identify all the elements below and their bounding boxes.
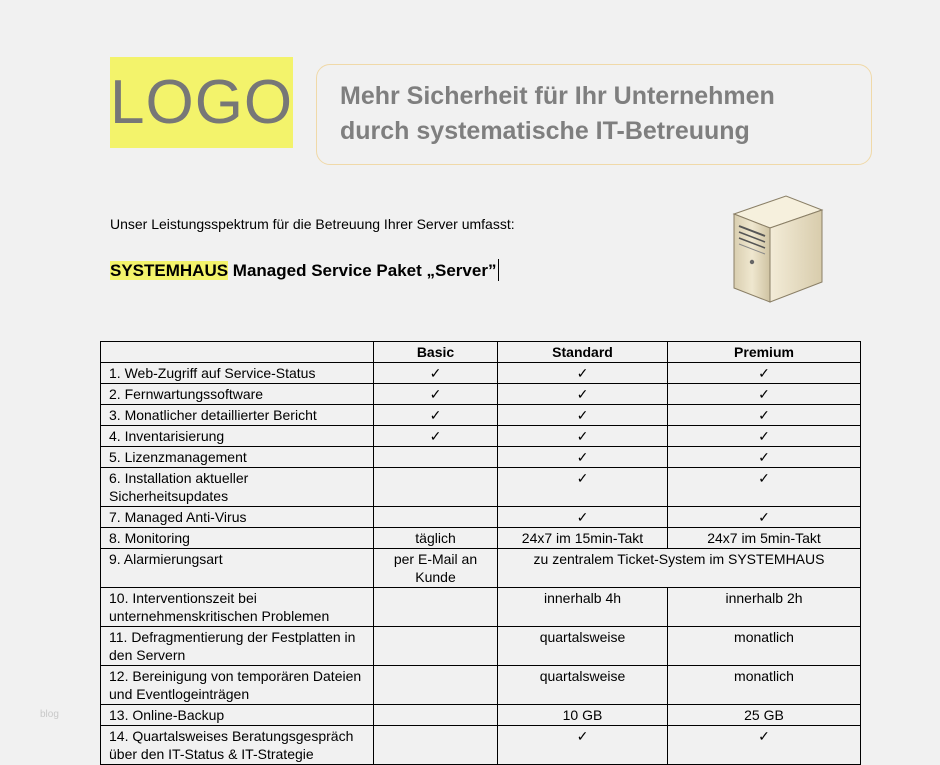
cell-premium: innerhalb 2h bbox=[668, 588, 861, 627]
cell-standard: 10 GB bbox=[498, 705, 668, 726]
cell-standard: ✓ bbox=[498, 384, 668, 405]
table-row bbox=[101, 405, 861, 426]
cell-premium: ✓ bbox=[668, 426, 861, 447]
cell-premium: ✓ bbox=[668, 507, 861, 528]
cell-standard: ✓ bbox=[498, 405, 668, 426]
cell-basic: ✓ bbox=[374, 363, 498, 384]
table-row bbox=[101, 726, 861, 765]
cell-basic: ✓ bbox=[374, 384, 498, 405]
header-empty bbox=[101, 342, 374, 363]
row-label: 9. Alarmierungsart bbox=[101, 549, 374, 588]
row-label: 6. Installation aktueller Sicherheitsupdates bbox=[101, 468, 374, 507]
brand-highlight: SYSTEMHAUS bbox=[110, 261, 229, 280]
cell-basic bbox=[374, 588, 498, 627]
table-header-row bbox=[101, 342, 861, 363]
cell-standard: innerhalb 4h bbox=[498, 588, 668, 627]
header-premium: Premium bbox=[668, 342, 861, 363]
logo: LOGO bbox=[110, 57, 293, 148]
cell-basic bbox=[374, 726, 498, 765]
table-row bbox=[101, 705, 861, 726]
cell-premium: monatlich bbox=[668, 627, 861, 666]
headline-line-1: Mehr Sicherheit für Ihr Unternehmen bbox=[340, 82, 775, 110]
intro-text: Unser Leistungsspektrum für die Betreuung Ihrer Server umfasst: bbox=[110, 216, 515, 232]
table-row bbox=[101, 549, 861, 588]
cell-standard: ✓ bbox=[498, 468, 668, 507]
cell-standard: quartalsweise bbox=[498, 627, 668, 666]
row-label: 1. Web-Zugriff auf Service-Status bbox=[101, 363, 374, 384]
cell-standard: ✓ bbox=[498, 426, 668, 447]
cell-premium: ✓ bbox=[668, 384, 861, 405]
cell-basic bbox=[374, 507, 498, 528]
header-standard: Standard bbox=[498, 342, 668, 363]
row-label: 11. Defragmentierung der Festplatten in den Servern bbox=[101, 627, 374, 666]
cell-standard-premium: zu zentralem Ticket-System im SYSTEMHAUS bbox=[498, 549, 861, 588]
table-row bbox=[101, 447, 861, 468]
cell-premium: ✓ bbox=[668, 405, 861, 426]
cell-premium: ✓ bbox=[668, 363, 861, 384]
row-label: 3. Monatlicher detaillierter Bericht bbox=[101, 405, 374, 426]
cell-standard: 24x7 im 15min-Takt bbox=[498, 528, 668, 549]
row-label: 5. Lizenzmanagement bbox=[101, 447, 374, 468]
cell-standard: ✓ bbox=[498, 507, 668, 528]
cell-basic bbox=[374, 666, 498, 705]
cell-basic: per E-Mail an Kunde bbox=[374, 549, 498, 588]
cell-standard: ✓ bbox=[498, 726, 668, 765]
watermark: blog bbox=[40, 709, 59, 720]
cell-standard: ✓ bbox=[498, 363, 668, 384]
row-label: 4. Inventarisierung bbox=[101, 426, 374, 447]
table-row bbox=[101, 528, 861, 549]
table-row bbox=[101, 363, 861, 384]
row-label: 12. Bereinigung von temporären Dateien und Eventlogeinträgen bbox=[101, 666, 374, 705]
cell-basic bbox=[374, 468, 498, 507]
cell-standard: quartalsweise bbox=[498, 666, 668, 705]
table-row bbox=[101, 627, 861, 666]
cell-basic: ✓ bbox=[374, 426, 498, 447]
product-title bbox=[110, 259, 499, 281]
table-row bbox=[101, 468, 861, 507]
table-row bbox=[101, 588, 861, 627]
row-label: 14. Quartalsweises Beratungsgespräch über den IT-Status & IT-Strategie bbox=[101, 726, 374, 765]
table-row bbox=[101, 666, 861, 705]
row-label: 13. Online-Backup bbox=[101, 705, 374, 726]
headline-line-2: durch systematische IT-Betreuung bbox=[340, 117, 750, 145]
text-cursor bbox=[498, 259, 499, 281]
cell-premium: monatlich bbox=[668, 666, 861, 705]
product-name: Managed Service Paket „Server” bbox=[228, 261, 497, 280]
table-row bbox=[101, 384, 861, 405]
cell-basic bbox=[374, 627, 498, 666]
header-basic: Basic bbox=[374, 342, 498, 363]
row-label: 8. Monitoring bbox=[101, 528, 374, 549]
headline bbox=[340, 79, 860, 149]
cell-basic bbox=[374, 705, 498, 726]
cell-basic bbox=[374, 447, 498, 468]
service-table bbox=[100, 341, 861, 765]
cell-premium: 25 GB bbox=[668, 705, 861, 726]
cell-premium: ✓ bbox=[668, 447, 861, 468]
table-row bbox=[101, 426, 861, 447]
server-tower-icon bbox=[730, 186, 826, 306]
row-label: 10. Interventionszeit bei unternehmenskritischen Problemen bbox=[101, 588, 374, 627]
cell-basic: ✓ bbox=[374, 405, 498, 426]
cell-premium: ✓ bbox=[668, 726, 861, 765]
cell-premium: 24x7 im 5min-Takt bbox=[668, 528, 861, 549]
cell-standard: ✓ bbox=[498, 447, 668, 468]
cell-premium: ✓ bbox=[668, 468, 861, 507]
cell-basic: täglich bbox=[374, 528, 498, 549]
table-row bbox=[101, 507, 861, 528]
row-label: 7. Managed Anti-Virus bbox=[101, 507, 374, 528]
row-label: 2. Fernwartungssoftware bbox=[101, 384, 374, 405]
